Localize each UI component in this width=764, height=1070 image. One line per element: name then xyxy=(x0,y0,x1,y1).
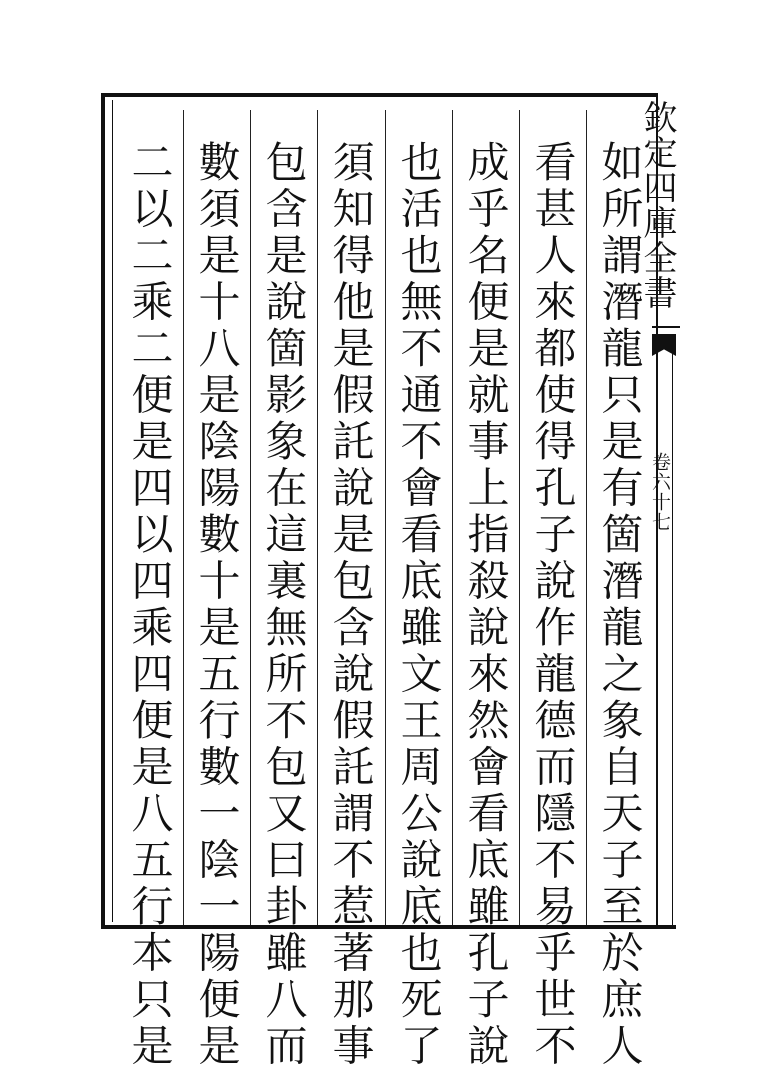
fish-tail-rule xyxy=(652,326,680,328)
text-column-2 xyxy=(519,110,586,1070)
column-text: 成乎名便是就事上指殺說來然會看底雖孔子說 xyxy=(461,140,511,1070)
column-text: 數須是十八是陰陽數十是五行數一陰一陽便是 xyxy=(192,140,242,1070)
column-text: 包含是說箇影象在這裏無所不包又曰卦雖八而 xyxy=(259,140,309,1070)
text-column-3 xyxy=(452,110,519,1070)
column-text: 二以二乘二便是四以四乘四便是八五行本只是 xyxy=(125,140,175,1070)
column-text: 也活也無不通不會看底雖文王周公說底也死了 xyxy=(394,140,444,1070)
text-columns xyxy=(116,110,654,1070)
bottom-rule xyxy=(101,925,676,929)
frame-inner-line xyxy=(112,100,113,922)
column-text: 須知得他是假託說是包含說假託謂不惹著那事 xyxy=(326,140,376,1070)
text-column-8 xyxy=(116,110,183,1070)
text-column-5 xyxy=(317,110,384,1070)
volume-label: 卷六十七 xyxy=(649,452,671,532)
text-column-4 xyxy=(385,110,452,1070)
margin-strip-edge xyxy=(672,340,673,929)
book-title: 欽定四庫全書 xyxy=(637,100,677,310)
column-text: 如所謂潛龍只是有箇潛龍之象自天子至於庶人 xyxy=(595,140,645,1070)
text-column-6 xyxy=(250,110,317,1070)
column-text: 看甚人來都使得孔子說作龍德而隱不易乎世不 xyxy=(528,140,578,1070)
text-column-7 xyxy=(183,110,250,1070)
